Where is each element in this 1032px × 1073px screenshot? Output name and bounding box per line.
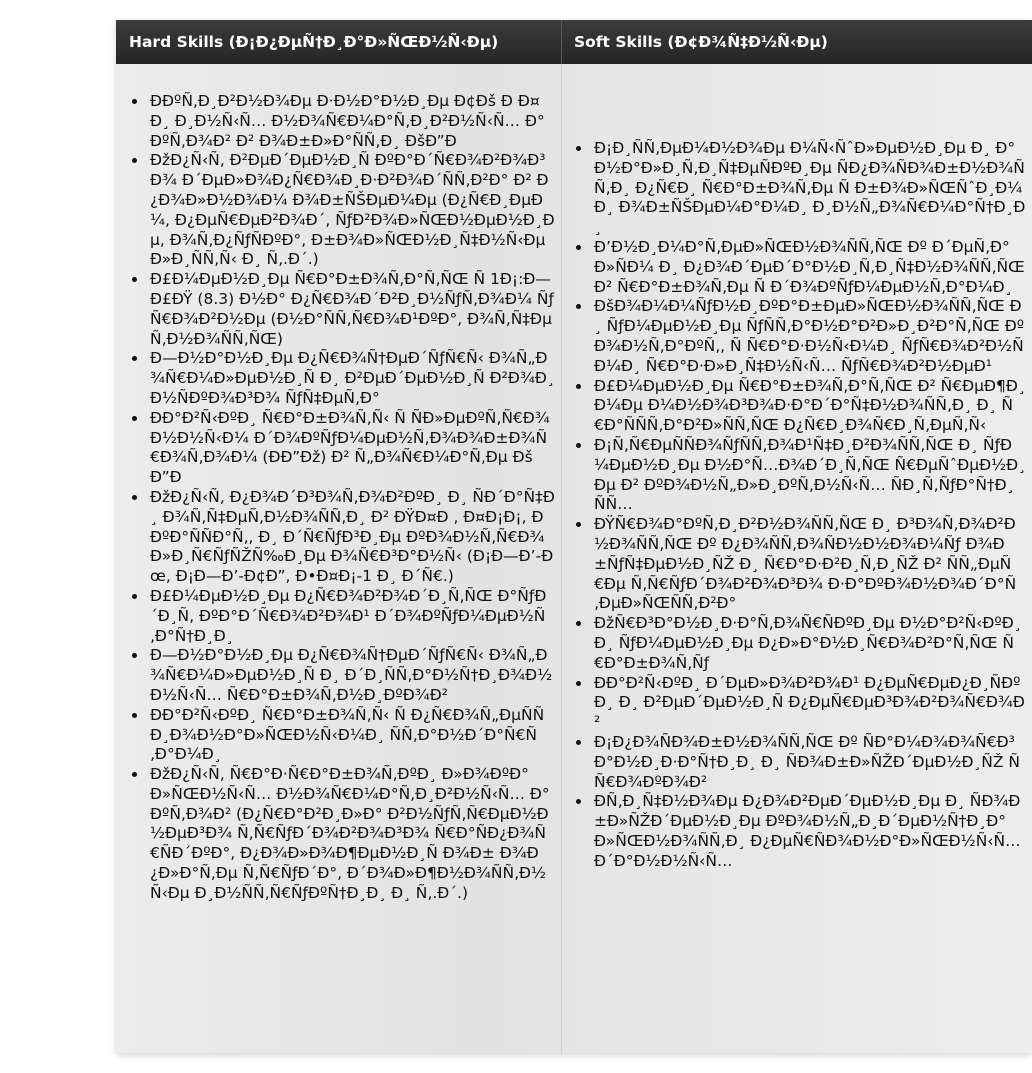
list-item: • ÐŸÑ€Ð¾Ð°ÐºÑ‚Ð¸Ð²Ð½Ð¾ÑÑ‚ÑŒ Ð¸ Ð³Ð¾Ñ‚Ð¾Ð²Ð½Ð¾ÑÑ‚ÑŒ Ðº Ð¿Ð¾ÑÑ‚Ð¾ÑÐ½Ð½Ð¾Ð¼Ñƒ Ð¾Ð±ÑƒÑ‡ÐµÐ½Ð¸ÑŽ Ð¸ Ñ€Ð°Ð·Ð²Ð¸Ñ‚Ð¸ÑŽ Ð² ÑÑ„ÐµÑ€Ðµ Ñ‚Ñ€ÑƒÐ´Ð¾Ð²Ð¾Ð³Ð¾ Ð·Ð°ÐºÐ¾Ð½Ð¾Ð´Ð°Ñ‚ÐµÐ»ÑŒÑÑ‚Ð²Ð°: [592, 515, 1026, 614]
list-item: • ÐÐ°Ð²Ñ‹ÐºÐ¸ Ð´ÐµÐ»Ð¾Ð²Ð¾Ð¹ Ð¿ÐµÑ€ÐµÐ¿Ð¸ÑÐºÐ¸ Ð¸ Ð²ÐµÐ´ÐµÐ½Ð¸Ñ Ð¿ÐµÑ€ÐµÐ³Ð¾Ð²Ð¾Ñ€Ð¾Ð²: [592, 674, 1026, 733]
list-item: • ÐžÐ¿Ñ‹Ñ‚ Ñ€Ð°Ð·Ñ€Ð°Ð±Ð¾Ñ‚ÐºÐ¸ Ð»Ð¾ÐºÐ°Ð»ÑŒÐ½Ñ‹Ñ… Ð½Ð¾Ñ€Ð¼Ð°Ñ‚Ð¸Ð²Ð½Ñ‹Ñ… Ð°ÐºÑ‚Ð¾Ð² (Ð¿Ñ€Ð°Ð²Ð¸Ð»Ð° Ð²Ð½ÑƒÑ‚Ñ€ÐµÐ½Ð½ÐµÐ³Ð¾ Ñ‚Ñ€ÑƒÐ´Ð¾Ð²Ð¾Ð³Ð¾ Ñ€Ð°ÑÐ¿Ð¾Ñ€ÑÐ´ÐºÐ°, Ð¿Ð¾Ð»Ð¾Ð¶ÐµÐ½Ð¸Ñ Ð¾Ð± Ð¾Ð¿Ð»Ð°Ñ‚Ðµ Ñ‚Ñ€ÑƒÐ´Ð°, Ð´Ð¾Ð»Ð¶Ð½Ð¾ÑÑ‚Ð½Ñ‹Ðµ Ð¸Ð½ÑÑ‚Ñ€ÑƒÐºÑ†Ð¸Ð¸ Ð¸ Ñ‚.Ð´.): [148, 765, 555, 904]
soft-skills-header: Soft Skills (Ð¢Ð¾Ñ‡Ð½Ñ‹Ðµ): [574, 33, 828, 51]
list-item: • ÐÑ‚Ð¸Ñ‡Ð½Ð¾Ðµ Ð¿Ð¾Ð²ÐµÐ´ÐµÐ½Ð¸Ðµ Ð¸ ÑÐ¾Ð±Ð»ÑŽÐ´ÐµÐ½Ð¸Ðµ ÐºÐ¾Ð½Ñ„Ð¸Ð´ÐµÐ½Ñ†Ð¸Ð°Ð»ÑŒÐ½Ð¾ÑÑ‚Ð¸ Ð¿ÐµÑ€ÑÐ¾Ð½Ð°Ð»ÑŒÐ½Ñ‹Ñ… Ð´Ð°Ð½Ð½Ñ‹Ñ…: [592, 792, 1026, 871]
list-item: • ÐšÐ¾Ð¼Ð¼ÑƒÐ½Ð¸ÐºÐ°Ð±ÐµÐ»ÑŒÐ½Ð¾ÑÑ‚ÑŒ Ð¸ ÑƒÐ¼ÐµÐ½Ð¸Ðµ ÑƒÑÑ‚Ð°Ð½Ð°Ð²Ð»Ð¸Ð²Ð°Ñ‚ÑŒ ÐºÐ¾Ð½Ñ‚Ð°ÐºÑ‚, Ñ Ñ€Ð°Ð·Ð½Ñ‹Ð¼Ð¸ ÑƒÑ€Ð¾Ð²Ð½ÑÐ¼Ð¸ Ñ€Ð°Ð·Ð»Ð¸Ñ‡Ð½Ñ‹Ñ… ÑƒÑ€Ð¾Ð²Ð½ÐµÐ¹: [592, 297, 1026, 376]
hard-skills-cell: [116, 64, 562, 1053]
hard-skills-list: [116, 92, 561, 904]
skills-table: [116, 20, 1032, 1053]
list-item: • ÐžÑ€Ð³Ð°Ð½Ð¸Ð·Ð°Ñ‚Ð¾Ñ€ÑÐºÐ¸Ðµ Ð½Ð°Ð²Ñ‹ÐºÐ¸ Ð¸ ÑƒÐ¼ÐµÐ½Ð¸Ðµ Ð¿Ð»Ð°Ð½Ð¸Ñ€Ð¾Ð²Ð°Ñ‚ÑŒ Ñ€Ð°Ð±Ð¾Ñ‚Ñƒ: [592, 614, 1026, 673]
list-item: • Ð£Ð¼ÐµÐ½Ð¸Ðµ Ñ€Ð°Ð±Ð¾Ñ‚Ð°Ñ‚ÑŒ Ð² Ñ€ÐµÐ¶Ð¸Ð¼Ðµ Ð¼Ð½Ð¾Ð³Ð¾Ð·Ð°Ð´Ð°Ñ‡Ð½Ð¾ÑÑ‚Ð¸ Ð¸ Ñ€Ð°ÑÑÑ‚Ð°Ð²Ð»ÑÑ‚ÑŒ Ð¿Ñ€Ð¸Ð¾Ñ€Ð¸Ñ‚ÐµÑ‚Ñ‹: [592, 377, 1026, 436]
list-item: • ÐÐ°Ð²Ñ‹ÐºÐ¸ Ñ€Ð°Ð±Ð¾Ñ‚Ñ‹ Ñ ÑÐ»ÐµÐºÑ‚Ñ€Ð¾Ð½Ð½Ñ‹Ð¼ Ð´Ð¾ÐºÑƒÐ¼ÐµÐ½Ñ‚Ð¾Ð¾Ð±Ð¾Ñ€Ð¾Ñ‚Ð¾Ð¼ (ÐÐ”Ðž) Ð² Ñ„Ð¾Ñ€Ð¼Ð°Ñ‚Ðµ ÐšÐ”Ð: [148, 409, 555, 488]
list-item: • Ð¡Ñ‚Ñ€ÐµÑÑÐ¾ÑƒÑÑ‚Ð¾Ð¹Ñ‡Ð¸Ð²Ð¾ÑÑ‚ÑŒ Ð¸ ÑƒÐ¼ÐµÐ½Ð¸Ðµ Ð½Ð°Ñ…Ð¾Ð´Ð¸Ñ‚ÑŒ Ñ€ÐµÑˆÐµÐ½Ð¸Ðµ Ð² ÐºÐ¾Ð½Ñ„Ð»Ð¸ÐºÑ‚Ð½Ñ‹Ñ… ÑÐ¸Ñ‚ÑƒÐ°Ñ†Ð¸ÑÑ…: [592, 436, 1026, 515]
soft-skills-list: [562, 139, 1032, 871]
list-item: • ÐÐºÑ‚Ð¸Ð²Ð½Ð¾Ðµ Ð·Ð½Ð°Ð½Ð¸Ðµ Ð¢Ðš Ð Ð¤ Ð¸ Ð¸Ð½Ñ‹Ñ… Ð½Ð¾Ñ€Ð¼Ð°Ñ‚Ð¸Ð²Ð½Ñ‹Ñ… Ð°ÐºÑ‚Ð¾Ð² Ð² Ð¾Ð±Ð»Ð°ÑÑ‚Ð¸ ÐšÐ”Ð: [148, 92, 555, 151]
list-item: • Ð—Ð½Ð°Ð½Ð¸Ðµ Ð¿Ñ€Ð¾Ñ†ÐµÐ´ÑƒÑ€Ñ‹ Ð¾Ñ„Ð¾Ñ€Ð¼Ð»ÐµÐ½Ð¸Ñ Ð¸ Ð´Ð¸ÑÑ‚Ð°Ð½Ñ†Ð¸Ð¾Ð½Ð½Ñ‹Ñ… Ñ€Ð°Ð±Ð¾Ñ‚Ð½Ð¸ÐºÐ¾Ð²: [148, 646, 555, 705]
list-item: • Ð£Ð¼ÐµÐ½Ð¸Ðµ Ñ€Ð°Ð±Ð¾Ñ‚Ð°Ñ‚ÑŒ Ñ 1Ð¡:Ð—Ð£ÐŸ (8.3) Ð½Ð° Ð¿Ñ€Ð¾Ð´Ð²Ð¸Ð½ÑƒÑ‚Ð¾Ð¼ ÑƒÑ€Ð¾Ð²Ð½Ðµ (Ð½Ð°ÑÑ‚Ñ€Ð¾Ð¹ÐºÐ°, Ð¾Ñ‚Ñ‡ÐµÑ‚Ð½Ð¾ÑÑ‚ÑŒ): [148, 270, 555, 349]
list-item: • Ð’Ð½Ð¸Ð¼Ð°Ñ‚ÐµÐ»ÑŒÐ½Ð¾ÑÑ‚ÑŒ Ðº Ð´ÐµÑ‚Ð°Ð»ÑÐ¼ Ð¸ Ð¿Ð¾Ð´ÐµÐ´Ð°Ð½Ð¸Ñ‚Ð¸Ñ‡Ð½Ð¾ÑÑ‚ÑŒ Ð² Ñ€Ð°Ð±Ð¾Ñ‚Ðµ Ñ Ð´Ð¾ÐºÑƒÐ¼ÐµÐ½Ñ‚Ð°Ð¼Ð¸: [592, 238, 1026, 297]
table-header-row: [116, 20, 1032, 64]
list-item: • Ð¡Ð¸ÑÑ‚ÐµÐ¼Ð½Ð¾Ðµ Ð¼Ñ‹ÑˆÐ»ÐµÐ½Ð¸Ðµ Ð¸ Ð°Ð½Ð°Ð»Ð¸Ñ‚Ð¸Ñ‡ÐµÑÐºÐ¸Ðµ ÑÐ¿Ð¾ÑÐ¾Ð±Ð½Ð¾ÑÑ‚Ð¸ Ð¿Ñ€Ð¸ Ñ€Ð°Ð±Ð¾Ñ‚Ðµ Ñ Ð±Ð¾Ð»ÑŒÑˆÐ¸Ð¼Ð¸ Ð¾Ð±ÑŠÐµÐ¼Ð°Ð¼Ð¸ Ð¸Ð½Ñ„Ð¾Ñ€Ð¼Ð°Ñ†Ð¸Ð¸: [592, 139, 1026, 238]
list-item: • Ð¡Ð¿Ð¾ÑÐ¾Ð±Ð½Ð¾ÑÑ‚ÑŒ Ðº ÑÐ°Ð¼Ð¾Ð¾Ñ€Ð³Ð°Ð½Ð¸Ð·Ð°Ñ†Ð¸Ð¸ Ð¸ ÑÐ¾Ð±Ð»ÑŽÐ´ÐµÐ½Ð¸ÑŽ ÑÑ€Ð¾ÐºÐ¾Ð²: [592, 733, 1026, 792]
list-item: • Ð£Ð¼ÐµÐ½Ð¸Ðµ Ð¿Ñ€Ð¾Ð²Ð¾Ð´Ð¸Ñ‚ÑŒ Ð°ÑƒÐ´Ð¸Ñ‚ ÐºÐ°Ð´Ñ€Ð¾Ð²Ð¾Ð¹ Ð´Ð¾ÐºÑƒÐ¼ÐµÐ½Ñ‚Ð°Ñ†Ð¸Ð¸: [148, 587, 555, 646]
soft-skills-cell: [562, 64, 1032, 1053]
table-body-row: [116, 64, 1032, 1053]
list-item: • ÐÐ°Ð²Ñ‹ÐºÐ¸ Ñ€Ð°Ð±Ð¾Ñ‚Ñ‹ Ñ Ð¿Ñ€Ð¾Ñ„ÐµÑÑ Ð¸Ð¾Ð½Ð°Ð»ÑŒÐ½Ñ‹Ð¼Ð¸ ÑÑ‚Ð°Ð½Ð´Ð°Ñ€Ñ‚Ð°Ð¼Ð¸: [148, 706, 555, 765]
list-item: • ÐžÐ¿Ñ‹Ñ‚ Ð¿Ð¾Ð´Ð³Ð¾Ñ‚Ð¾Ð²ÐºÐ¸ Ð¸ ÑÐ´Ð°Ñ‡Ð¸ Ð¾Ñ‚Ñ‡ÐµÑ‚Ð½Ð¾ÑÑ‚Ð¸ Ð² ÐŸÐ¤Ð , Ð¤Ð¡Ð¡, Ð ÐºÐ°ÑÑÐ°Ñ‚, Ð¸ Ð´Ñ€ÑƒÐ³Ð¸Ðµ ÐºÐ¾Ð½Ñ‚Ñ€Ð¾Ð»Ð¸Ñ€ÑƒÑŽÑ‰Ð¸Ðµ Ð¾Ñ€Ð³Ð°Ð½Ñ‹ (Ð¡Ð—Ð’-Ðœ, Ð¡Ð—Ð’-Ð¢Ð”, Ð•Ð¤Ð¡-1 Ð¸ Ð´Ñ€.): [148, 488, 555, 587]
list-item: • Ð—Ð½Ð°Ð½Ð¸Ðµ Ð¿Ñ€Ð¾Ñ†ÐµÐ´ÑƒÑ€Ñ‹ Ð¾Ñ„Ð¾Ñ€Ð¼Ð»ÐµÐ½Ð¸Ñ Ð¸ Ð²ÐµÐ´ÐµÐ½Ð¸Ñ Ð²Ð¾Ð¸Ð½ÑÐºÐ¾Ð³Ð¾ ÑƒÑ‡ÐµÑ‚Ð°: [148, 349, 555, 408]
list-item: • ÐžÐ¿Ñ‹Ñ‚ Ð²ÐµÐ´ÐµÐ½Ð¸Ñ ÐºÐ°Ð´Ñ€Ð¾Ð²Ð¾Ð³Ð¾ Ð´ÐµÐ»Ð¾Ð¿Ñ€Ð¾Ð¸Ð·Ð²Ð¾Ð´ÑÑ‚Ð²Ð° Ð² Ð¿Ð¾Ð»Ð½Ð¾Ð¼ Ð¾Ð±ÑŠÐµÐ¼Ðµ (Ð¿Ñ€Ð¸ÐµÐ¼, Ð¿ÐµÑ€ÐµÐ²Ð¾Ð´, ÑƒÐ²Ð¾Ð»ÑŒÐ½ÐµÐ½Ð¸Ðµ, Ð¾Ñ‚Ð¿ÑƒÑÐºÐ°, Ð±Ð¾Ð»ÑŒÐ½Ð¸Ñ‡Ð½Ñ‹Ðµ Ð»Ð¸ÑÑ‚Ñ‹ Ð¸ Ñ‚.Ð´.): [148, 151, 555, 270]
hard-skills-header: Hard Skills (Ð¡Ð¿ÐµÑ†Ð¸Ð°Ð»ÑŒÐ½Ñ‹Ðµ): [116, 20, 562, 64]
